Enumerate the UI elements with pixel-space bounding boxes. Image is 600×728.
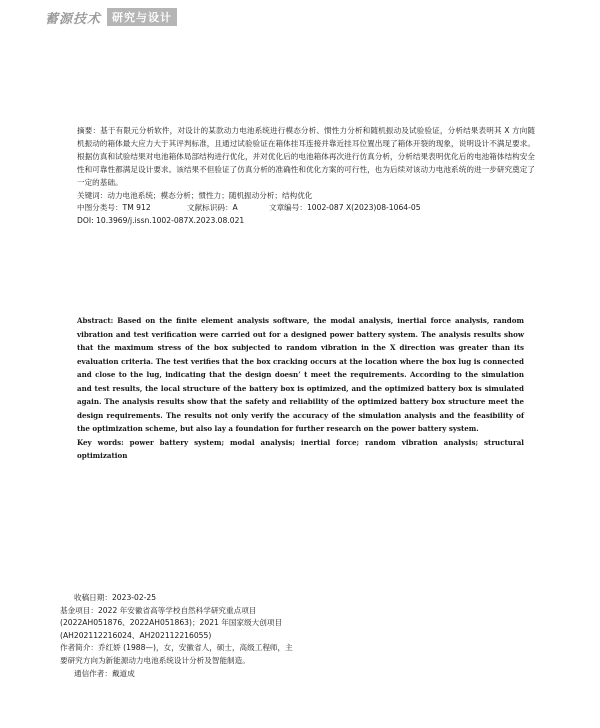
journal-brand: 蓄源技术 — [45, 11, 102, 27]
author-bio: 作者简介：乔红娇 (1988—)，女，安徽省人，硕士，高级工程师，主要研究方向为新能源动力电池系统设计分析及智能制造。 — [60, 643, 293, 665]
chinese-abstract: 摘要：基于有限元分析软件，对设计的某款动力电池系统进行模态分析、惯性力分析和随机振动及试验验证，分析结果表明其 X 方向随机振动的箱体最大应力大于其评判标准，且通过试验验证在箱体挂耳连接并靠近挂耳位置出现了箱体开裂的现象，说明设计不满足要求。根据仿真和试验结果对电池箱体局部结构进行优化，并对优化后的电池箱体再次进行仿真分析，分析结果表明优化后的电池箱体结构安全性和可靠性都满足设计要求。该结果不但验证了仿真分析的准确性和优化方案的可行性，也为后续对该动力电池系统的进一步研究奠定了一定的基础。 — [77, 126, 535, 187]
doi: DOI: 10.3969/j.issn.1002-087X.2023.08.021 — [77, 216, 245, 226]
fund-info: 基金项目：2022 年安徽省高等学校自然科学研究重点项目 (2022AH051876、2022AH051863)；2021 年国家级大创项目 (AH202112216024、AH202112216055) — [60, 605, 283, 640]
received-date: 收稿日期：2023-02-25 — [74, 593, 157, 602]
chinese-abstract-block — [77, 125, 535, 228]
footnote-block — [60, 592, 300, 680]
chinese-keywords: 关键词：动力电池系统；模态分析；惯性力；随机振动分析；结构优化 — [77, 190, 313, 200]
section-tag: 研究与设计 — [107, 8, 177, 26]
english-abstract: Abstract: Based on the finite element analysis software, the modal analysis, inertial force analysis, random vibration and test verification were carried out for a designed power battery system. The analysis results show that the maximum stress of the box subjected to random vibration in the X direction was greater than its evaluation criteria. The test verifies that the box cracking occurs at the location where the box lug is connected and close to the lug, indicating that the design doesn’ t meet the requirements. According to the simulation and test results, the local structure of the battery box is optimized, and the optimized battery box is simulated again. The analysis results show that the safety and reliability of the optimized battery box structure meet the design requirements. The results not only verify the accuracy of the simulation analysis and the feasibility of the optimization scheme, but also lay a foundation for further research on the power battery system. — [77, 316, 524, 433]
classification-line — [77, 202, 535, 215]
corresponding-author: 通信作者：戴道成 — [74, 668, 135, 678]
english-keywords: Key words: power battery system; modal analysis; inertial force; random vibration analysis; structural optimization — [77, 437, 524, 460]
clc-number: 中图分类号：TM 912 — [77, 203, 151, 213]
document-code: 文献标识码：A — [187, 203, 238, 213]
article-number: 文章编号：1002-087 X(2023)08-1064-05 — [269, 203, 421, 213]
english-abstract-block — [77, 314, 524, 463]
journal-header — [45, 8, 177, 26]
